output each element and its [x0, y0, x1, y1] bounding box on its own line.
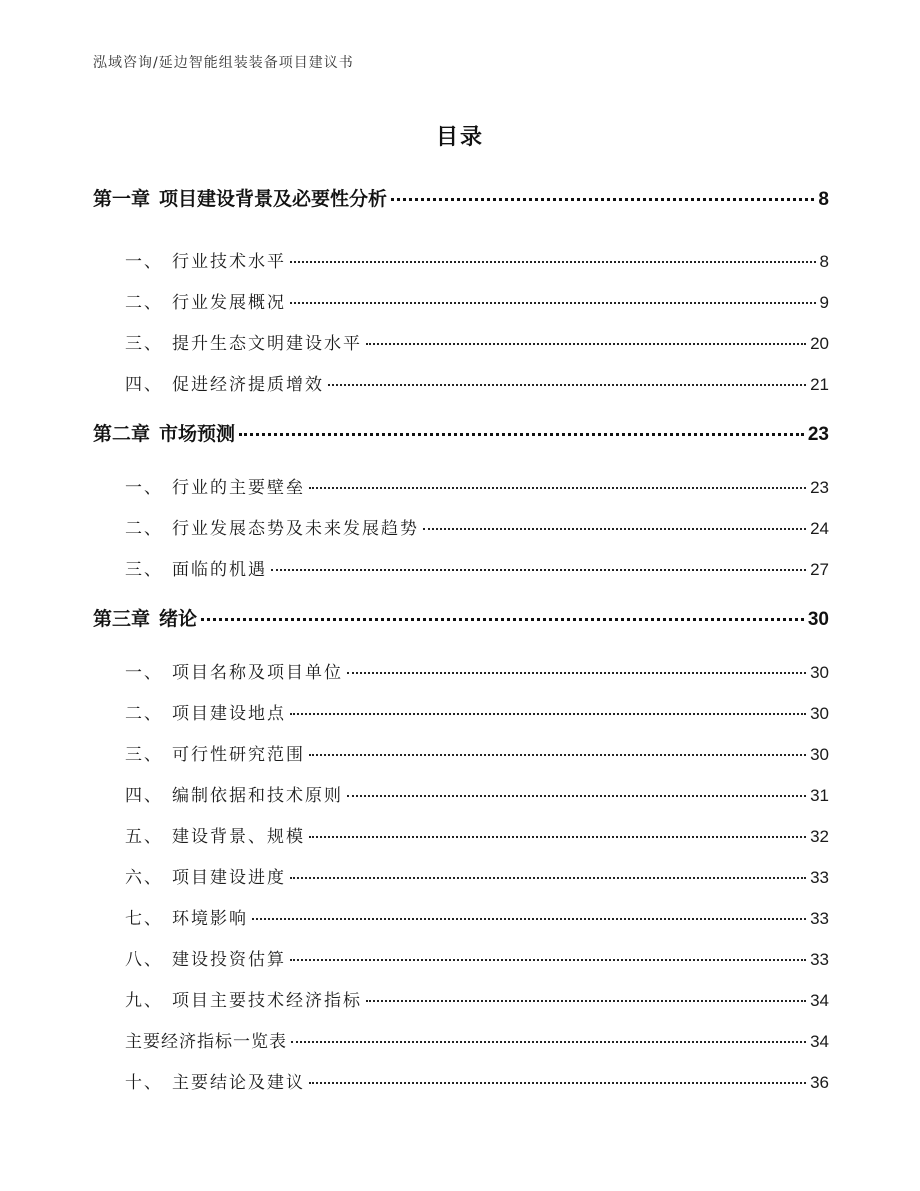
- section-number: 一、: [125, 252, 163, 272]
- dot-leader: [252, 918, 806, 920]
- page-number: 21: [810, 375, 829, 394]
- section-title: 项目主要技术经济指标: [172, 991, 362, 1011]
- section-title: 行业的主要壁垒: [172, 478, 305, 498]
- table-title: 主要经济指标一览表: [125, 1032, 287, 1052]
- dot-leader: [290, 261, 816, 263]
- page-number: 30: [810, 745, 829, 764]
- dot-leader: [391, 198, 814, 201]
- toc-entry[interactable]: [125, 658, 829, 683]
- dot-leader: [271, 569, 806, 571]
- section-number: 四、: [125, 786, 163, 806]
- page-number: 33: [810, 950, 829, 969]
- dot-leader: [366, 343, 806, 345]
- section-number: 二、: [125, 293, 163, 313]
- section-number: 一、: [125, 663, 163, 683]
- page-number: 9: [819, 293, 829, 312]
- section-title: 建设投资估算: [172, 950, 286, 970]
- dot-leader: [290, 877, 806, 879]
- toc-entry[interactable]: [125, 555, 829, 580]
- section-title: 环境影响: [172, 909, 248, 929]
- section-title: 项目建设地点: [172, 704, 286, 724]
- dot-leader: [328, 384, 806, 386]
- section-number: 四、: [125, 375, 163, 395]
- toc-entry[interactable]: [125, 904, 829, 929]
- toc-entry[interactable]: [125, 986, 829, 1011]
- dot-leader: [201, 618, 804, 621]
- page-number: 24: [810, 519, 829, 538]
- section-number: 三、: [125, 334, 163, 354]
- chapter-label: 第一章: [93, 188, 151, 210]
- toc-entry[interactable]: [125, 740, 829, 765]
- dot-leader: [290, 959, 806, 961]
- section-title: 建设背景、规模: [172, 827, 305, 847]
- section-title: 主要结论及建议: [172, 1073, 305, 1093]
- dot-leader: [290, 713, 806, 715]
- section-number: 十、: [125, 1073, 163, 1093]
- toc-chapter-1[interactable]: [93, 184, 829, 211]
- toc-table-entry[interactable]: [125, 1027, 829, 1052]
- section-title: 项目名称及项目单位: [172, 663, 343, 683]
- section-number: 一、: [125, 478, 163, 498]
- page-number: 33: [810, 909, 829, 928]
- page-number: 8: [818, 189, 829, 210]
- page-number: 33: [810, 868, 829, 887]
- page-number: 34: [810, 1032, 829, 1051]
- toc-entry[interactable]: [125, 781, 829, 806]
- section-number: 二、: [125, 704, 163, 724]
- toc-title: 目录: [435, 125, 484, 150]
- page-number: 30: [810, 663, 829, 682]
- page-number: 27: [810, 560, 829, 579]
- page-number: 8: [819, 252, 829, 271]
- dot-leader: [347, 672, 806, 674]
- page-number: 30: [807, 609, 829, 630]
- toc-entry[interactable]: [125, 329, 829, 354]
- chapter-title: 绪论: [159, 608, 198, 630]
- toc-entry[interactable]: [125, 514, 829, 539]
- dot-leader: [423, 528, 806, 530]
- section-number: 二、: [125, 519, 163, 539]
- toc-entry[interactable]: [125, 247, 829, 272]
- page-number: 32: [810, 827, 829, 846]
- toc-entry[interactable]: [125, 945, 829, 970]
- toc-entry[interactable]: [125, 370, 829, 395]
- section-number: 三、: [125, 560, 163, 580]
- toc-entry[interactable]: [125, 1068, 829, 1093]
- dot-leader: [309, 754, 806, 756]
- dot-leader: [309, 1082, 806, 1084]
- page-number: 36: [810, 1073, 829, 1092]
- section-number: 九、: [125, 991, 163, 1011]
- dot-leader: [291, 1041, 806, 1043]
- section-title: 提升生态文明建设水平: [172, 334, 362, 354]
- page-number: 31: [810, 786, 829, 805]
- section-title: 行业发展概况: [172, 293, 286, 313]
- section-title: 项目建设进度: [172, 868, 286, 888]
- section-title: 面临的机遇: [172, 560, 267, 580]
- chapter-label: 第三章: [93, 608, 151, 630]
- toc-entry[interactable]: [125, 822, 829, 847]
- section-number: 七、: [125, 909, 163, 929]
- dot-leader: [239, 433, 804, 436]
- page-number: 34: [810, 991, 829, 1010]
- toc-entry[interactable]: [125, 863, 829, 888]
- section-number: 五、: [125, 827, 163, 847]
- section-title: 编制依据和技术原则: [172, 786, 343, 806]
- section-number: 三、: [125, 745, 163, 765]
- page-number: 20: [810, 334, 829, 353]
- toc-chapter-3[interactable]: [93, 604, 829, 631]
- dot-leader: [309, 836, 806, 838]
- section-title: 行业技术水平: [172, 252, 286, 272]
- page-number: 23: [810, 478, 829, 497]
- section-title: 可行性研究范围: [172, 745, 305, 765]
- dot-leader: [290, 302, 816, 304]
- chapter-label: 第二章: [93, 423, 151, 445]
- section-number: 六、: [125, 868, 163, 888]
- chapter-title: 项目建设背景及必要性分析: [159, 188, 388, 210]
- toc-entry[interactable]: [125, 473, 829, 498]
- section-title: 促进经济提质增效: [172, 375, 324, 395]
- toc-entry[interactable]: [125, 288, 829, 313]
- toc-entry[interactable]: [125, 699, 829, 724]
- page-number: 30: [810, 704, 829, 723]
- section-number: 八、: [125, 950, 163, 970]
- toc-chapter-2[interactable]: [93, 419, 829, 446]
- dot-leader: [366, 1000, 806, 1002]
- dot-leader: [347, 795, 806, 797]
- dot-leader: [309, 487, 806, 489]
- running-header: 泓域咨询/延边智能组装装备项目建议书: [93, 55, 354, 71]
- chapter-title: 市场预测: [159, 423, 236, 445]
- page-number: 23: [807, 424, 829, 445]
- section-title: 行业发展态势及未来发展趋势: [172, 519, 419, 539]
